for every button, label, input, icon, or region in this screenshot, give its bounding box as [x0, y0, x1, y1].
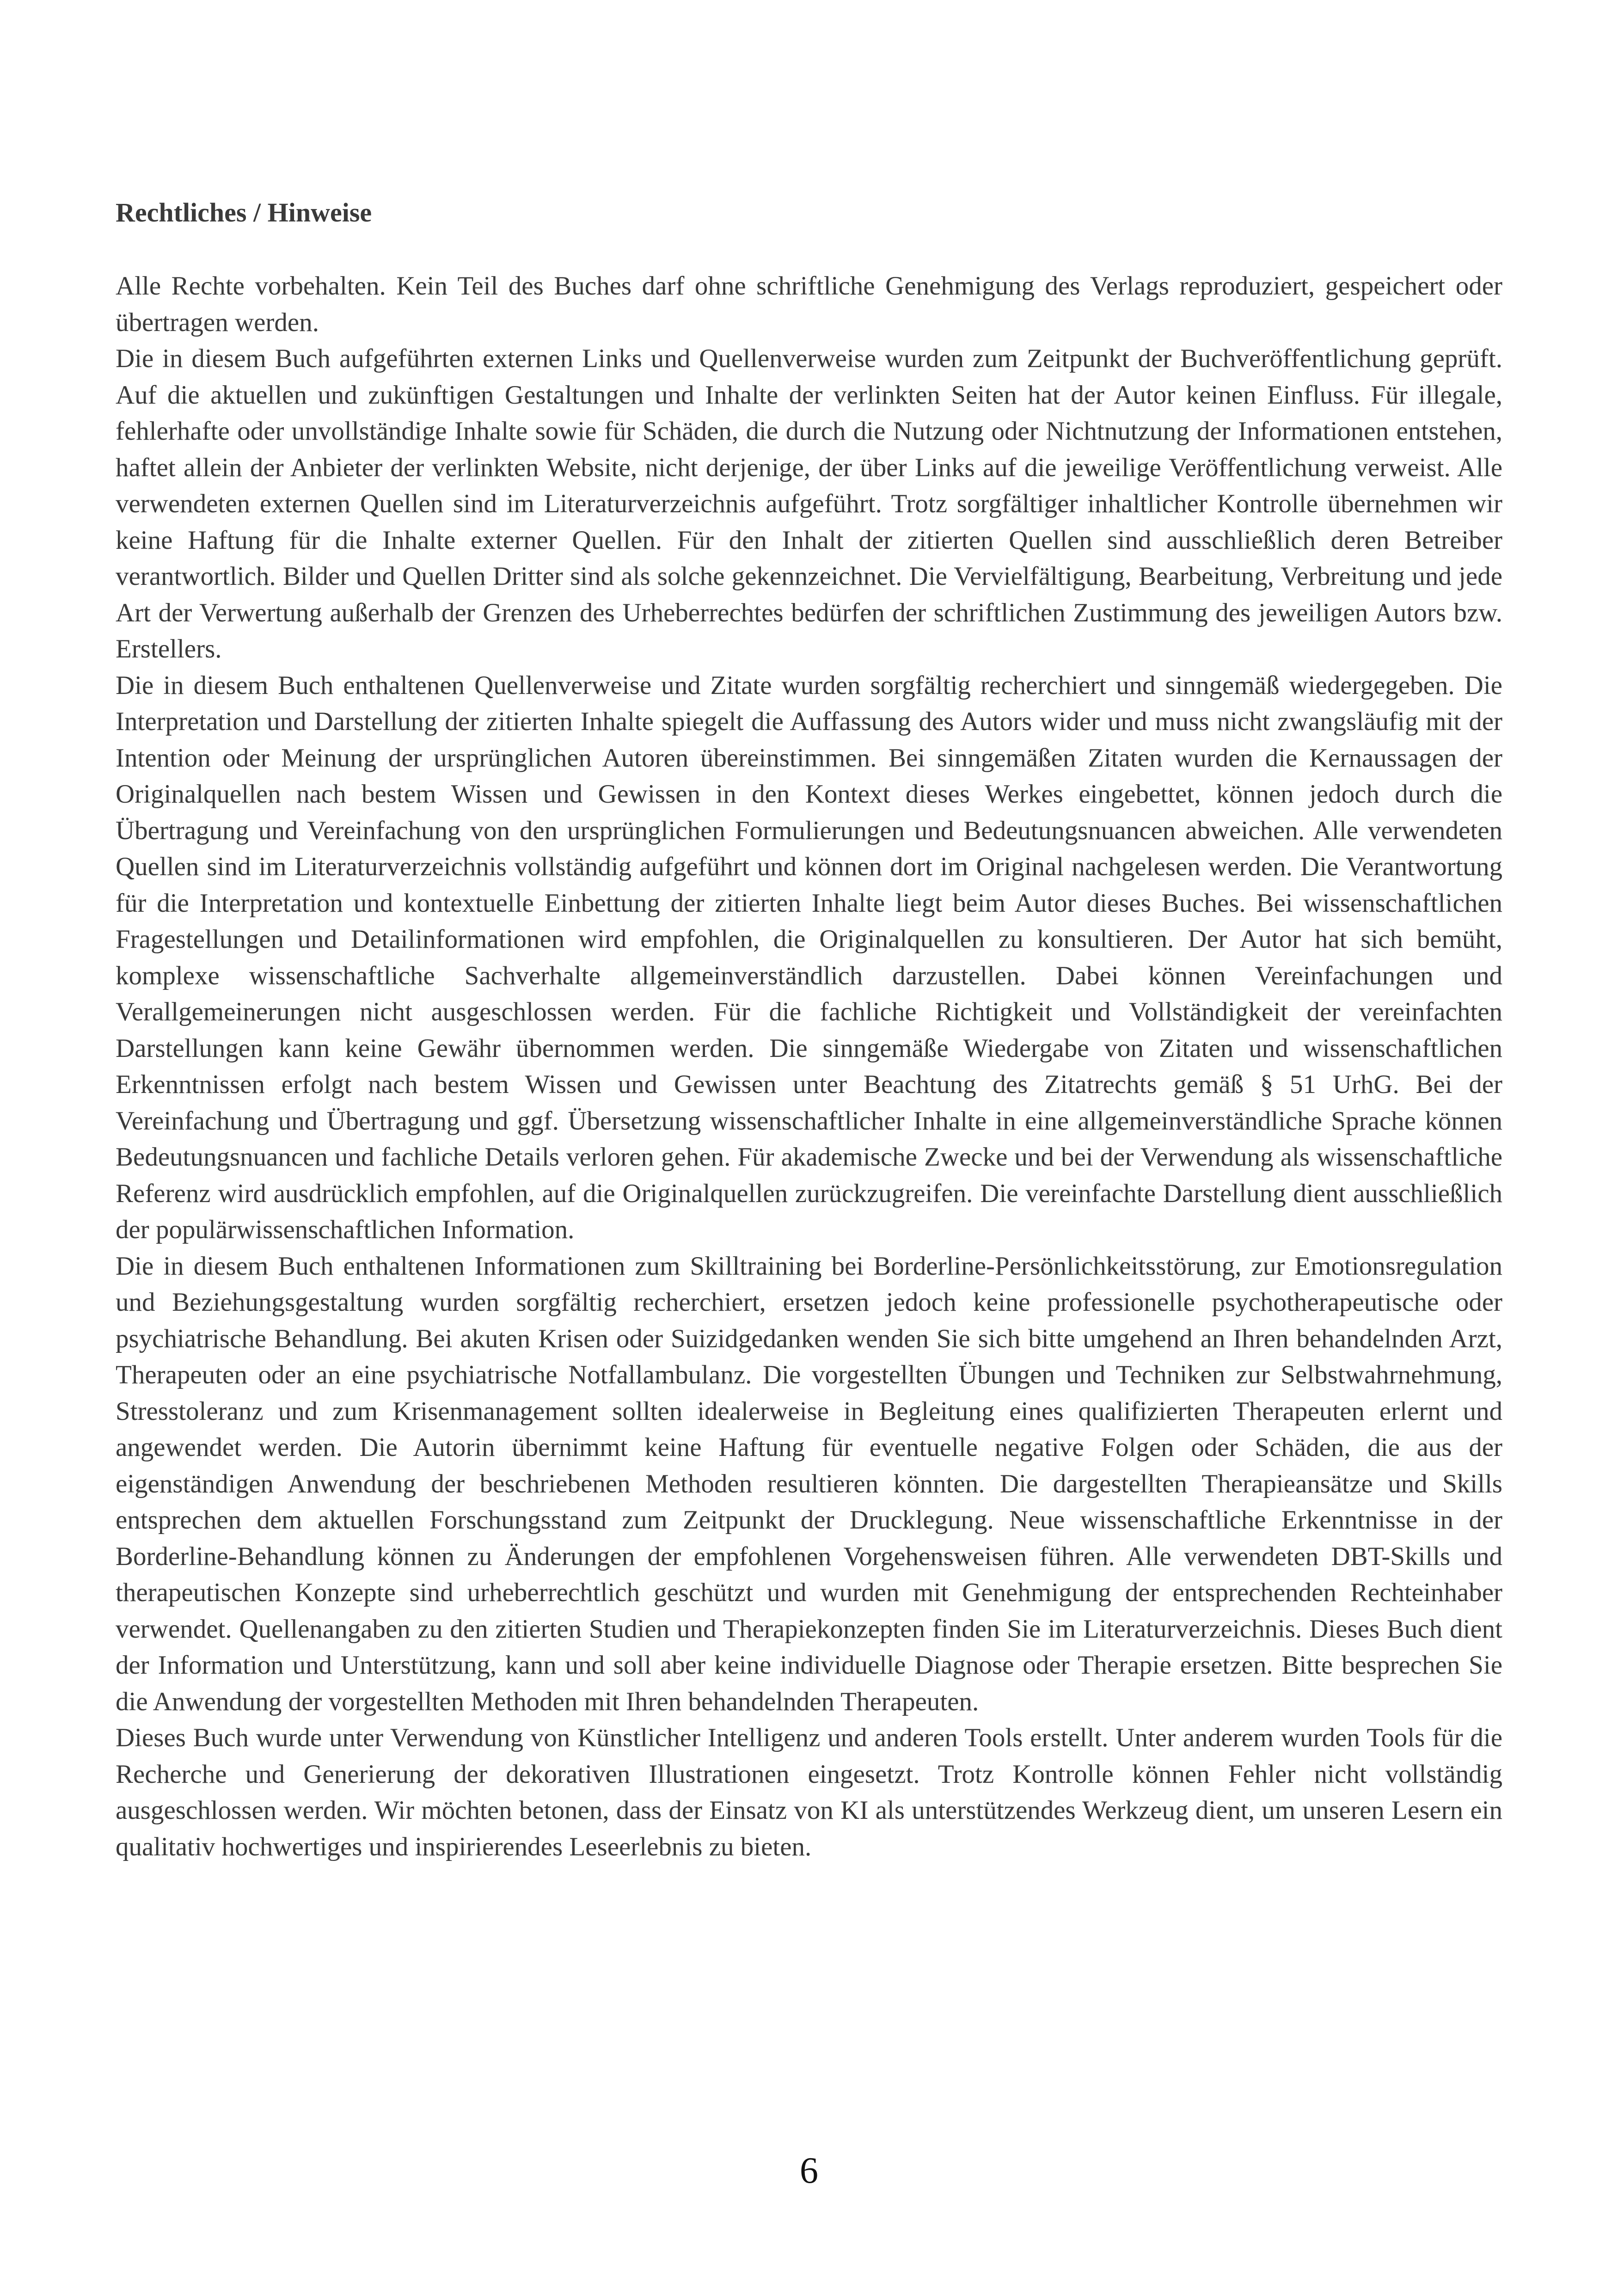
- paragraph-citations: Die in diesem Buch enthaltenen Quellenverweise und Zitate wurden sorgfältig recherchiert und sinngemäß wiedergegeben. Die Interpretation und Darstellung der zitierten Inhalte spiegelt die Auffassung des Autors wider und muss nicht zwangsläufig mit der Intention oder Meinung der ursprünglichen Autoren übereinstimmen. Bei sinngemäßen Zitaten wurden die Kernaussagen der Originalquellen nach bestem Wissen und Gewissen in den Kontext dieses Werkes eingebettet, können jedoch durch die Übertragung und Vereinfachung von den ursprünglichen Formulierungen und Bedeutungsnuancen abweichen. Alle verwendeten Quellen sind im Literaturverzeichnis vollständig aufgeführt und können dort im Original nachgelesen werden. Die Verantwortung für die Interpretation und kontextuelle Einbettung der zitierten Inhalte liegt beim Autor dieses Buches. Bei wissenschaftlichen Fragestellungen und Detailinformationen wird empfohlen, die Originalquellen zu konsultieren. Der Autor hat sich bemüht, komplexe wissenschaftliche Sachverhalte allgemeinverständlich darzustellen. Dabei können Vereinfachungen und Verallgemeinerungen nicht ausgeschlossen werden. Für die fachliche Richtigkeit und Vollständigkeit der vereinfachten Darstellungen kann keine Gewähr übernommen werden. Die sinngemäße Wiedergabe von Zitaten und wissenschaftlichen Erkenntnissen erfolgt nach bestem Wissen und Gewissen unter Beachtung des Zitatrechts gemäß § 51 UrhG. Bei der Vereinfachung und Übertragung und ggf. Übersetzung wissenschaftlicher Inhalte in eine allgemeinverständliche Sprache können Bedeutungsnuancen und fachliche Details verloren gehen. Für akademische Zwecke und bei der Verwendung als wissenschaftliche Referenz wird ausdrücklich empfohlen, auf die Originalquellen zurückzugreifen. Die vereinfachte Darstellung dient ausschließlich der populärwissenschaftlichen Information.: [116, 670, 1502, 1244]
- legal-notice-section: [116, 194, 1502, 1865]
- paragraph-medical-disclaimer: Die in diesem Buch enthaltenen Informationen zum Skilltraining bei Borderline-Persönlichkeitsstörung, zur Emotionsregulation und Beziehungsgestaltung wurden sorgfältig recherchiert, ersetzen jedoch keine professionelle psychotherapeutische oder psychiatrische Behandlung. Bei akuten Krisen oder Suizidgedanken wenden Sie sich bitte umgehend an Ihren behandelnden Arzt, Therapeuten oder an eine psychiatrische Notfallambulanz. Die vorgestellten Übungen und Techniken zur Selbstwahrnehmung, Stresstoleranz und zum Krisenmanagement sollten idealerweise in Begleitung eines qualifizierten Therapeuten erlernt und angewendet werden. Die Autorin übernimmt keine Haftung für eventuelle negative Folgen oder Schäden, die aus der eigenständigen Anwendung der beschriebenen Methoden resultieren könnten. Die dargestellten Therapieansätze und Skills entsprechen dem aktuellen Forschungsstand zum Zeitpunkt der Drucklegung. Neue wissenschaftliche Erkenntnisse in der Borderline-Behandlung können zu Änderungen der empfohlenen Vorgehensweisen führen. Alle verwendeten DBT-Skills und therapeutischen Konzepte sind urheberrechtlich geschützt und wurden mit Genehmigung der entsprechenden Rechteinhaber verwendet. Quellenangaben zu den zitierten Studien und Therapiekonzepten finden Sie im Literaturverzeichnis. Dieses Buch dient der Information und Unterstützung, kann und soll aber keine individuelle Diagnose oder Therapie ersetzen. Bitte besprechen Sie die Anwendung der vorgestellten Methoden mit Ihren behandelnden Therapeuten.: [116, 1251, 1502, 1716]
- paragraph-external-links: Die in diesem Buch aufgeführten externen Links und Quellenverweise wurden zum Zeitpunkt der Buchveröffentlichung geprüft. Auf die aktuellen und zukünftigen Gestaltungen und Inhalte der verlinkten Seiten hat der Autor keinen Einfluss. Für illegale, fehlerhafte oder unvollständige Inhalte sowie für Schäden, die durch die Nutzung oder Nichtnutzung der Informationen entstehen, haftet allein der Anbieter der verlinkten Website, nicht derjenige, der über Links auf die jeweilige Veröffentlichung verweist. Alle verwendeten externen Quellen sind im Literaturverzeichnis aufgeführt. Trotz sorgfältiger inhaltlicher Kontrolle übernehmen wir keine Haftung für die Inhalte externer Quellen. Für den Inhalt der zitierten Quellen sind ausschließlich deren Betreiber verantwortlich. Bilder und Quellen Dritter sind als solche gekennzeichnet. Die Vervielfältigung, Bearbeitung, Verbreitung und jede Art der Verwertung außerhalb der Grenzen des Urheberrechtes bedürfen der schriftlichen Zustimmung des jeweiligen Autors bzw. Erstellers.: [116, 344, 1502, 663]
- section-heading: Rechtliches / Hinweise: [116, 197, 372, 227]
- page-number: 6: [800, 2150, 818, 2191]
- paragraph-rights-reserved: Alle Rechte vorbehalten. Kein Teil des Buches darf ohne schriftliche Genehmigung des Verlags reproduziert, gespeichert oder übertragen werden.: [116, 271, 1502, 337]
- paragraph-ai-disclosure: Dieses Buch wurde unter Verwendung von Künstlicher Intelligenz und anderen Tools erstellt. Unter anderem wurden Tools für die Recherche und Generierung der dekorativen Illustrationen eingesetzt. Trotz Kontrolle können Fehler nicht vollständig ausgeschlossen werden. Wir möchten betonen, dass der Einsatz von KI als unterstützendes Werkzeug dient, um unseren Lesern ein qualitativ hochwertiges und inspirierendes Leseerlebnis zu bieten.: [116, 1723, 1502, 1861]
